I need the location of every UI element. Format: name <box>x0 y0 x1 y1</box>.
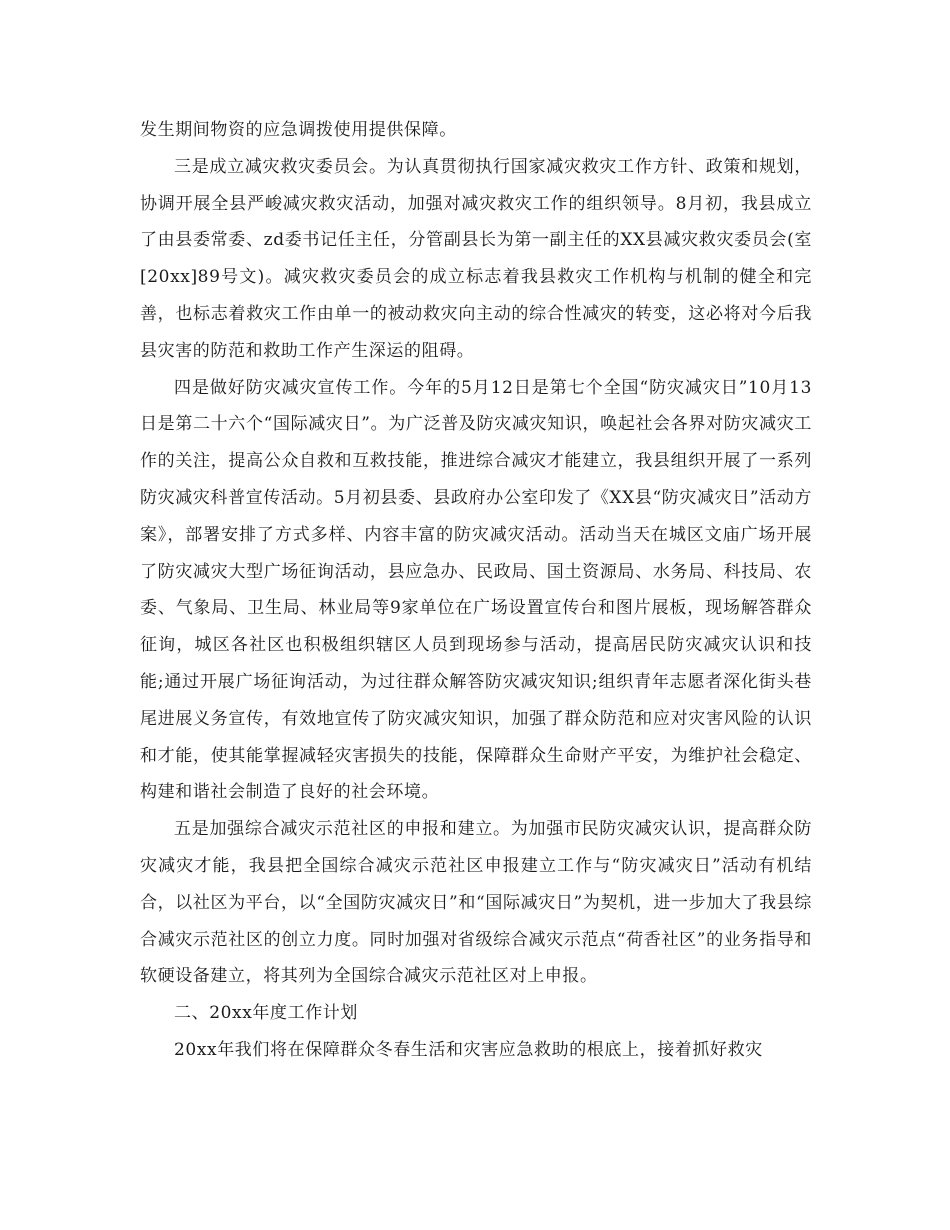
paragraph-2: 三是成立减灾救灾委员会。为认真贯彻执行国家减灾救灾工作方针、政策和规划，协调开展全县严峻减灾救灾活动，加强对减灾救灾工作的组织领导。8月初，我县成立了由县委常委、zd委书记任主任，分管副县长为第一副主任的XX县减灾救灾委员会(室[20xx]89号文)。减灾救灾委员会的成立标志着我县救灾工作机构与机制的健全和完善，也标志着救灾工作由单一的被动救灾向主动的综合性减灾的转变，这必将对今后我县灾害的防范和救助工作产生深运的阻碍。 <box>140 156 812 361</box>
paragraph-3: 四是做好防灾减灾宣传工作。今年的5月12日是第七个全国“防灾减灾日”10月13日是第二十六个“国际减灾日”。为广泛普及防灾减灾知识，唤起社会各界对防灾减灾工作的关注，提高公众自救和互救技能，推进综合减灾才能建立，我县组织开展了一系列防灾减灾科普宣传活动。5月初县委、县政府办公室印发了《XX县“防灾减灾日”活动方案》，部署安排了方式多样、内容丰富的防灾减灾活动。活动当天在城区文庙广场开展了防灾减灾大型广场征询活动，县应急办、民政局、国土资源局、水务局、科技局、农委、气象局、卫生局、林业局等9家单位在广场设置宣传台和图片展板，现场解答群众征询，城区各社区也积极组织辖区人员到现场参与活动，提高居民防灾减灾认识和技能;通过开展广场征询活动，为过往群众解答防灾减灾知识;组织青年志愿者深化街头巷尾进展义务宣传，有效地宣传了防灾减灾知识，加强了群众防范和应对灾害风险的认识和才能，使其能掌握减轻灾害损失的技能，保障群众生命财产平安，为维护社会稳定、构建和谐社会制造了良好的社会环境。 <box>140 377 812 803</box>
paragraph-4: 五是加强综合减灾示范社区的申报和建立。为加强市民防灾减灾认识，提高群众防灾减灾才能，我县把全国综合减灾示范社区申报建立工作与“防灾减灾日”活动有机结合，以社区为平台，以“全国防灾减灾日”和“国际减灾日”为契机，进一步加大了我县综合减灾示范社区的创立力度。同时加强对省级综合减灾示范点“荷香社区”的业务指导和软硬设备建立，将其列为全国综合减灾示范社区对上申报。 <box>140 819 812 987</box>
paragraph-1: 发生期间物资的应急调拨使用提供保障。 <box>140 120 457 140</box>
paragraph-5: 20xx年我们将在保障群众冬春生活和灾害应急救助的根底上，接着抓好救灾 <box>174 1039 763 1060</box>
section-heading: 二、20xx年度工作计划 <box>174 1003 359 1024</box>
document-body <box>140 112 812 1069</box>
